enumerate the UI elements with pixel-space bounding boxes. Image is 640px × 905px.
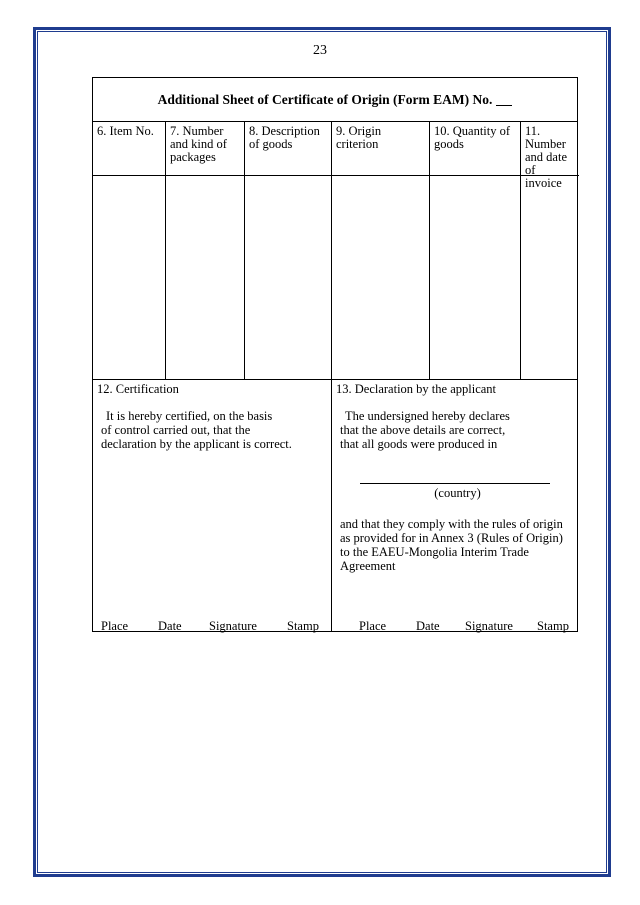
date-label: Date bbox=[416, 619, 440, 633]
certification-label: 12. Certification bbox=[97, 382, 179, 396]
country-field[interactable] bbox=[360, 483, 550, 484]
column-header: 10. Quantity of goods bbox=[430, 122, 520, 176]
column-header: 9. Origin criterion bbox=[332, 122, 429, 176]
signature-label: Signature bbox=[465, 619, 513, 633]
column-invoice bbox=[521, 122, 579, 379]
column-description bbox=[245, 122, 332, 379]
form-number-blank[interactable] bbox=[496, 94, 512, 106]
declaration-text: The undersigned hereby declares bbox=[345, 409, 510, 423]
country-label: (country) bbox=[434, 486, 481, 500]
place-label: Place bbox=[101, 619, 129, 633]
declaration-text: to the EAEU-Mongolia Interim Trade bbox=[340, 545, 529, 559]
form-title: Additional Sheet of Certificate of Origin (Form EAM) No. bbox=[157, 91, 493, 107]
page-number: 23 bbox=[313, 43, 327, 58]
form-title-row bbox=[93, 78, 577, 122]
column-header: 6. Item No. bbox=[93, 122, 165, 176]
date-label: Date bbox=[158, 619, 182, 633]
declaration-text: as provided for in Annex 3 (Rules of Origin) bbox=[340, 531, 563, 545]
column-origin-criterion bbox=[332, 122, 430, 379]
column-header: 7. Number and kind of packages bbox=[166, 122, 244, 176]
declaration-text: and that they comply with the rules of origin bbox=[340, 517, 563, 531]
place-label: Place bbox=[359, 619, 387, 633]
declaration-label: 13. Declaration by the applicant bbox=[336, 382, 497, 396]
column-packages bbox=[166, 122, 245, 379]
stamp-label: Stamp bbox=[287, 619, 319, 633]
certificate-form bbox=[92, 77, 578, 632]
column-header: 11. Number and date of invoice bbox=[521, 122, 579, 176]
declaration-box bbox=[332, 380, 579, 632]
column-quantity bbox=[430, 122, 521, 379]
declaration-text: that all goods were produced in bbox=[340, 437, 498, 451]
certification-text: declaration by the applicant is correct. bbox=[101, 437, 292, 451]
stamp-label: Stamp bbox=[537, 619, 569, 633]
certification-text: It is hereby certified, on the basis bbox=[106, 409, 273, 423]
certification-text: of control carried out, that the bbox=[101, 423, 251, 437]
certification-box bbox=[93, 380, 332, 632]
signature-label: Signature bbox=[209, 619, 257, 633]
declaration-text: Agreement bbox=[340, 559, 396, 573]
declaration-text: that the above details are correct, bbox=[340, 423, 506, 437]
bottom-section bbox=[93, 379, 577, 631]
column-item-no bbox=[93, 122, 166, 379]
column-header: 8. Description of goods bbox=[245, 122, 331, 176]
